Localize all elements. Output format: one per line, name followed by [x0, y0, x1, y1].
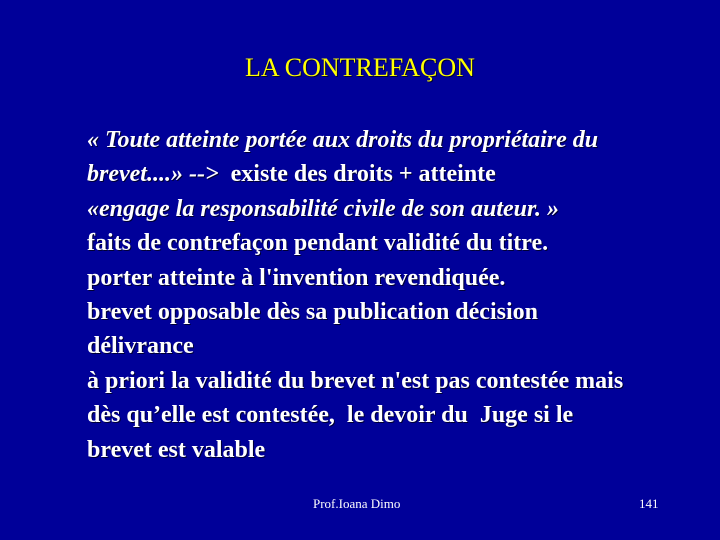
body-line-text: brevet opposable dès sa publication décision: [87, 298, 538, 325]
body-line: [87, 364, 720, 398]
body-line: [87, 398, 720, 432]
body-line: [87, 192, 720, 226]
body-line: [87, 261, 720, 295]
body-line-text: délivrance: [87, 333, 194, 360]
slide-title: LA CONTREFAÇON: [245, 53, 475, 82]
body-line: [87, 329, 720, 363]
body-line-text: brevet....» -->: [87, 161, 219, 188]
page-number: 141: [639, 496, 659, 511]
body-line-text: à priori la validité du brevet n'est pas contestée mais: [87, 367, 624, 394]
body-line-text: « Toute atteinte portée aux droits du propriétaire du: [87, 127, 599, 153]
slide-body: [87, 123, 720, 467]
body-line: [87, 433, 720, 467]
body-line: [87, 123, 720, 157]
body-line-text: existe des droits + atteinte: [218, 161, 496, 188]
body-line: [87, 157, 720, 191]
body-line: [87, 226, 720, 260]
body-line-text: faits de contrefaçon pendant validité du titre.: [87, 230, 549, 257]
body-line: [87, 295, 720, 329]
body-line-text: «engage la responsabilité civile de son auteur. »: [87, 195, 559, 222]
footer-author: Prof.Ioana Dimo: [313, 496, 401, 511]
body-line-text: porter atteinte à l'invention revendiquée.: [87, 264, 506, 291]
body-line-text: dès qu’elle est contestée, le devoir du Juge si le: [87, 402, 574, 429]
body-line-text: brevet est valable: [87, 436, 266, 463]
